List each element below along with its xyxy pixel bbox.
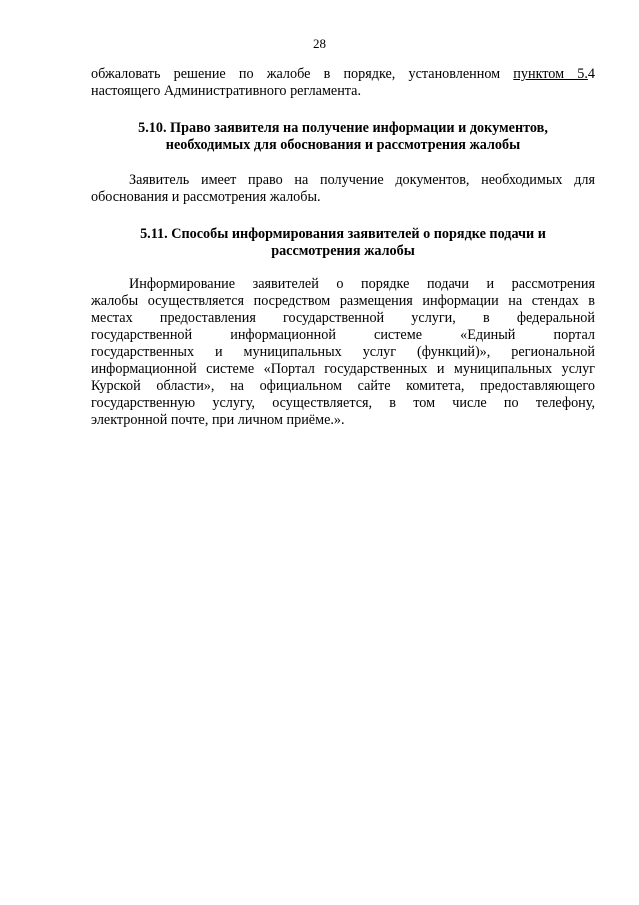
paragraph-right-to-documents [91, 172, 595, 206]
paragraph-line [91, 66, 595, 83]
heading-line: рассмотрения жалобы [271, 243, 415, 259]
text-run: 4 [587, 66, 595, 82]
paragraph-informing-methods [91, 276, 595, 429]
paragraph-line: Заявитель имеет право на получение документов, необходимых для [129, 172, 595, 188]
paragraph-line: жалобы осуществляется посредством размещения информации на стендах в [91, 293, 595, 309]
paragraph-line: государственных и муниципальных услуг (функций)», региональной [91, 344, 595, 360]
heading-line: 5.11. Способы информирования заявителей о порядке подачи и [140, 226, 546, 242]
paragraph-line: государственную услугу, осуществляется, в том числе по телефону, [91, 395, 595, 411]
paragraph-line: электронной почте, при личном приёме.». [91, 412, 345, 428]
heading-line: 5.10. Право заявителя на получение информации и документов, [138, 120, 548, 136]
paragraph-line: Курской области», на официальном сайте комитета, предоставляющего [91, 378, 595, 394]
paragraph-line: местах предоставления государственной услуги, в федеральной [91, 310, 595, 326]
section-heading-5-10 [91, 120, 595, 154]
paragraph-line: государственной информационной системе «Единый портал [91, 327, 595, 343]
text-run: обжаловать решение по жалобе в порядке, установленном [91, 66, 514, 82]
section-heading-5-11 [91, 226, 595, 260]
paragraph-line: обоснования и рассмотрения жалобы. [91, 189, 321, 205]
heading-line: необходимых для обоснования и рассмотрения жалобы [165, 137, 521, 153]
paragraph-line: настоящего Административного регламента. [91, 83, 362, 99]
clause-link[interactable]: пунктом 5. [513, 66, 588, 82]
page-number: 28 [313, 36, 326, 51]
paragraph-appeal-decision [91, 66, 595, 100]
paragraph-line: Информирование заявителей о порядке подачи и рассмотрения [129, 276, 595, 292]
paragraph-line: информационной системе «Портал государственных и муниципальных услуг [91, 361, 595, 377]
